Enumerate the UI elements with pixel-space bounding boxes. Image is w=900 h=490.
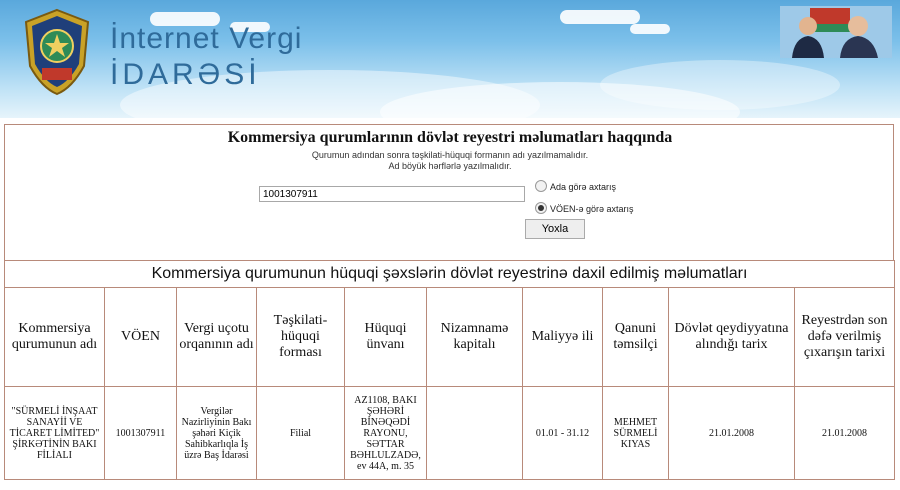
tax-authority-cell: Vergilər Nazirliyinin Bakı şəhəri Kiçik Sahibkarlıqla İş üzrə Baş İdarəsi [177, 387, 257, 480]
charter-capital-cell [427, 387, 523, 480]
company-name-cell: "SÜRMELİ İNŞAAT SANAYİİ VE TİCARET LİMİTED" ŞİRKƏTİNİN BAKI FİLİALI [5, 387, 105, 480]
column-header: VÖEN [105, 288, 177, 387]
legal-form-cell: Filial [257, 387, 345, 480]
search-by-name-radio[interactable] [535, 180, 547, 192]
table-row [5, 387, 895, 480]
check-button[interactable]: Yoxla [525, 219, 585, 239]
officials-photo-image [780, 6, 892, 58]
financial-year-cell: 01.01 - 31.12 [523, 387, 603, 480]
column-header: Maliyyə ili [523, 288, 603, 387]
search-input[interactable] [259, 186, 525, 202]
search-by-voen-radio[interactable] [535, 202, 547, 214]
site-header-banner [0, 0, 900, 118]
cloud-decoration [560, 10, 640, 24]
results-caption: Kommersiya qurumunun hüquqi şəxslərin dövlət reyestrinə daxil edilmiş məlumatları [5, 261, 895, 288]
tax-ministry-emblem-icon [22, 8, 92, 96]
search-instruction-1: Qurumun adından sonra təşkilati-hüquqi formanın adı yazılmamalıdır. [311, 150, 589, 160]
search-by-voen-label: VÖEN-ə görə axtarış [550, 204, 634, 214]
search-panel-title: Kommersiya qurumlarının dövlət reyestri məlumatları haqqında [227, 129, 673, 146]
voen-cell: 1001307911 [105, 387, 177, 480]
site-title-line1: İnternet Vergi [110, 22, 303, 55]
column-header: Hüquqi ünvanı [345, 288, 427, 387]
banner-wave-decoration [600, 60, 840, 110]
results-table [4, 260, 895, 480]
registration-date-cell: 21.01.2008 [669, 387, 795, 480]
site-title-line2: İDARƏSİ [110, 58, 261, 91]
column-header: Təşkilati-hüquqi forması [257, 288, 345, 387]
column-header: Vergi uçotu orqanının adı [177, 288, 257, 387]
cloud-decoration [630, 24, 670, 34]
column-header: Dövlət qeydiyyatına alındığı tarix [669, 288, 795, 387]
legal-representative-cell: MEHMET SÜRMELİ KIYAS [603, 387, 669, 480]
column-header: Kommersiya qurumunun adı [5, 288, 105, 387]
search-instruction-2: Ad böyük hərflərlə yazılmalıdır. [388, 161, 512, 171]
search-by-name-label: Ada görə axtarış [550, 182, 617, 192]
search-panel [4, 124, 894, 260]
extract-date-cell: 21.01.2008 [795, 387, 895, 480]
legal-address-cell: AZ1108, BAKI ŞƏHƏRİ BİNƏQƏDİ RAYONU, SƏTTAR BƏHLULZADƏ, ev 44A, m. 35 [345, 387, 427, 480]
column-header: Nizamnamə kapitalı [427, 288, 523, 387]
column-header: Qanuni təmsilçi [603, 288, 669, 387]
column-header: Reyestrdən son dəfə verilmiş çıxarışın tarixi [795, 288, 895, 387]
